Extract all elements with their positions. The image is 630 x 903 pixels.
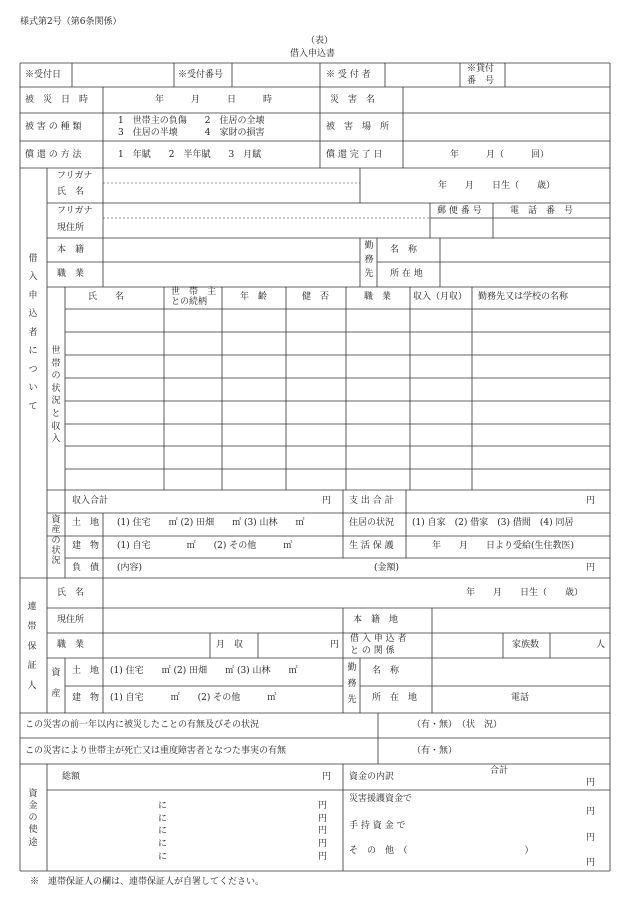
col-workplace-school: 勤務先又は学校の名称 bbox=[478, 292, 569, 302]
furigana2-label: フリガナ bbox=[57, 206, 93, 216]
household-section-label: 世帯の状況と収入 bbox=[51, 346, 61, 445]
guarantor-phone-label: 電話 bbox=[511, 693, 530, 703]
loan-number-label-2: 番 号 bbox=[467, 76, 495, 86]
received-date-label: ※受付日 bbox=[25, 70, 62, 80]
guarantor-occupation-label: 職 業 bbox=[57, 640, 85, 650]
workplace-label: 勤務先 bbox=[364, 241, 374, 279]
birth-date-label: 年 月 日生（ 歳） bbox=[438, 181, 556, 191]
guarantor-land-options: (1) 住宅 ㎡ (2) 田畑 ㎡ (3) 山林 ㎡ bbox=[110, 666, 298, 676]
fund-use-row-3-unit: 円 bbox=[318, 826, 328, 836]
damage-options-2: 3 住居の半壊 4 家財の損害 bbox=[118, 128, 265, 138]
workplace-name-label: 名 称 bbox=[390, 245, 418, 255]
guarantor-birth-label: 年 月 日生（ 歳） bbox=[466, 588, 584, 598]
col-age: 年 齢 bbox=[240, 292, 268, 302]
welfare-label: 生 活 保 護 bbox=[349, 541, 394, 551]
debt-content-label: (内容) bbox=[117, 563, 143, 573]
guarantor-workplace-address-label: 所 在 地 bbox=[372, 693, 418, 703]
footnote: ※ 連帯保証人の欄は、連帯保証人が自署してください。 bbox=[30, 877, 265, 887]
guarantor-relation-label-1: 借 入 申 込 者 bbox=[350, 634, 407, 644]
funds-sum-unit: 円 bbox=[586, 778, 596, 788]
fund-use-row-5: に bbox=[158, 852, 168, 862]
guarantor-building-options: (1) 自宅 ㎡ (2) その他 ㎡ bbox=[110, 693, 277, 703]
assets-building-options: (1) 自宅 ㎡ (2) その他 ㎡ bbox=[117, 541, 293, 551]
guarantor-section-label: 連帯保証人 bbox=[27, 602, 37, 692]
col-relation-1: 世 帯 主 bbox=[171, 287, 217, 297]
phone-label: 電 話 番 号 bbox=[510, 206, 574, 216]
funds-breakdown-label: 資金の内訳 bbox=[349, 772, 395, 782]
expense-total-unit: 円 bbox=[586, 496, 596, 506]
honseki-label: 本 籍 bbox=[57, 245, 85, 255]
prior-disaster-answer: （有・無） （状 況） bbox=[412, 720, 503, 730]
guarantor-monthly-income-unit: 円 bbox=[330, 640, 340, 650]
col-occupation: 職 業 bbox=[364, 292, 392, 302]
assets-land-label: 土 地 bbox=[72, 518, 100, 528]
fund-use-row-4: に bbox=[158, 839, 168, 849]
disaster-name-label: 災 害 名 bbox=[330, 95, 376, 105]
guarantor-family-unit: 人 bbox=[596, 640, 606, 650]
disaster-date-label: 被 災 日 時 bbox=[25, 95, 89, 105]
housing-status-label: 住居の状況 bbox=[349, 518, 395, 528]
fund-relief-unit: 円 bbox=[586, 807, 596, 817]
fund-use-row-4-unit: 円 bbox=[318, 839, 328, 849]
guarantor-relation-label-2: と の 関 係 bbox=[350, 646, 395, 656]
head-death-question: この災害により世帯主が死亡又は重度障害者となつた事実の有無 bbox=[25, 746, 287, 756]
fund-use-row-5-unit: 円 bbox=[318, 852, 328, 862]
assets-section-label: 資産の状況 bbox=[51, 515, 61, 567]
name-label: 氏 名 bbox=[57, 187, 85, 197]
guarantor-land-label: 土 地 bbox=[72, 666, 100, 676]
fund-use-row-1: に bbox=[158, 801, 168, 811]
received-number-label: ※受付番号 bbox=[178, 70, 224, 80]
furigana-label: フリガナ bbox=[57, 171, 93, 181]
fund-own-label: 手 持 資 金 で bbox=[349, 821, 406, 831]
fund-relief-label: 災害援護資金で bbox=[349, 794, 413, 804]
income-total-unit: 円 bbox=[322, 496, 332, 506]
head-death-answer: （有・無） bbox=[412, 746, 458, 756]
assets-land-options: (1) 住宅 ㎡ (2) 田畑 ㎡ (3) 山林 ㎡ bbox=[117, 518, 305, 528]
welfare-value: 年 月 日より受給(生住教医) bbox=[432, 541, 575, 551]
income-total-label: 収入合計 bbox=[72, 496, 109, 506]
assets-building-label: 建 物 bbox=[72, 541, 100, 551]
col-income: 収入（月収） bbox=[413, 292, 468, 302]
guarantor-monthly-income-label: 月 収 bbox=[216, 640, 244, 650]
prior-disaster-question: この災害の前一年以内に被災したことの有無及びその状況 bbox=[25, 720, 260, 730]
guarantor-address-label: 現住所 bbox=[57, 615, 85, 625]
guarantor-name-label: 氏 名 bbox=[57, 588, 85, 598]
repay-end-label: 償 還 完 了 日 bbox=[326, 150, 383, 160]
col-relation-2: との続柄 bbox=[171, 297, 208, 307]
guarantor-assets-label: 資産 bbox=[51, 668, 61, 699]
debt-amount-label: (金額) bbox=[374, 563, 400, 573]
col-name: 氏 名 bbox=[88, 292, 125, 302]
fund-other-unit: 円 bbox=[586, 858, 596, 868]
fund-own-unit: 円 bbox=[586, 833, 596, 843]
guarantor-workplace-name-label: 名 称 bbox=[372, 666, 400, 676]
guarantor-building-label: 建 物 bbox=[72, 693, 100, 703]
address-label: 現住所 bbox=[57, 223, 85, 233]
damage-place-label: 被 害 場 所 bbox=[326, 122, 390, 132]
fund-use-row-2-unit: 円 bbox=[318, 814, 328, 824]
workplace-address-label: 所 在 地 bbox=[390, 269, 423, 279]
guarantor-workplace-label: 勤務先 bbox=[347, 663, 357, 705]
fund-use-row-3: に bbox=[158, 826, 168, 836]
applicant-section-label: 借入申込者について bbox=[28, 254, 38, 412]
postal-code-label: 郵 便 番 号 bbox=[437, 206, 482, 216]
funds-total-unit: 円 bbox=[322, 772, 332, 782]
repay-end-value: 年 月（ 回） bbox=[450, 150, 550, 160]
loan-number-label-1: ※貸付 bbox=[467, 64, 495, 74]
repay-method-options: 1 年賦 2 半年賦 3 月賦 bbox=[118, 150, 262, 160]
housing-status-options: (1) 自家 (2) 借家 (3) 借間 (4) 同居 bbox=[412, 518, 574, 528]
funds-section-label: 資金の使途 bbox=[28, 789, 38, 848]
occupation-label: 職 業 bbox=[57, 269, 85, 279]
guarantor-honseki-label: 本 籍 地 bbox=[353, 615, 399, 625]
guarantor-family-label: 家族数 bbox=[512, 640, 540, 650]
fund-use-row-1-unit: 円 bbox=[318, 801, 328, 811]
debt-label: 負 債 bbox=[72, 563, 100, 573]
page-title: 借入申込書 bbox=[290, 49, 336, 59]
funds-total-label: 総額 bbox=[62, 772, 81, 782]
form-side: （表） bbox=[306, 36, 334, 46]
disaster-date-value: 年 月 日 時 bbox=[155, 95, 273, 105]
fund-use-row-2: に bbox=[158, 814, 168, 824]
damage-type-label: 被 害 の 種 類 bbox=[25, 122, 82, 132]
debt-amount-unit: 円 bbox=[586, 563, 596, 573]
form-number: 様式第2号（第6条関係） bbox=[20, 17, 122, 27]
damage-options-1: 1 世帯主の負傷 2 住居の全壊 bbox=[118, 116, 265, 126]
receiver-label: ※ 受 付 者 bbox=[326, 70, 371, 80]
repay-method-label: 償 還 の 方 法 bbox=[25, 150, 82, 160]
col-health: 健 否 bbox=[302, 292, 330, 302]
expense-total-label: 支 出 合 計 bbox=[349, 496, 394, 506]
funds-sum-label: 合計 bbox=[490, 766, 509, 776]
fund-other-label: そ の 他 （ ） bbox=[349, 846, 534, 856]
